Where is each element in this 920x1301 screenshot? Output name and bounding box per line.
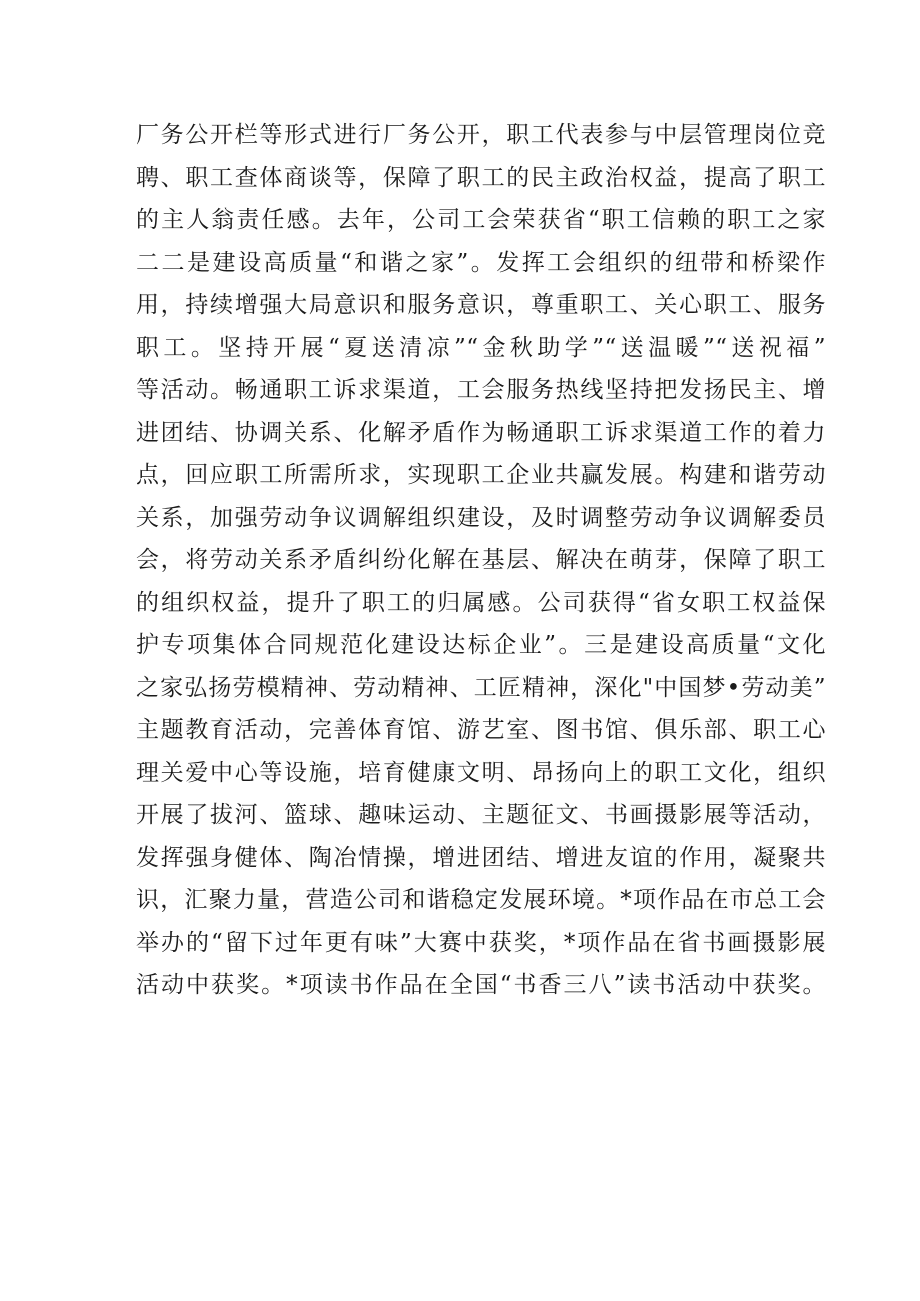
text-line: 用，持续增强大局意识和服务意识，尊重职工、关心职工、服务 — [136, 292, 826, 318]
text-line: 举办的“留下过年更有味”大赛中获奖，*项作品在省书画摄影展 — [136, 929, 826, 956]
text-line: 厂务公开栏等形式进行厂务公开，职工代表参与中层管理岗位竞 — [136, 122, 826, 148]
text-line: 之家弘扬劳模精神、劳动精神、工匠精神，深化"中国梦•劳动美” — [136, 674, 826, 701]
text-line: 二二是建设高质量“和谐之家”。发挥工会组织的纽带和桥梁作 — [136, 249, 826, 276]
text-line: 会，将劳动关系矛盾纠纷化解在基层、解决在萌芽，保障了职工 — [136, 547, 826, 573]
text-line: 护专项集体合同规范化建设达标企业”。三是建设高质量“文化 — [136, 632, 826, 658]
text-line: 理关爱中心等设施，培育健康文明、昂扬向上的职工文化，组织 — [136, 759, 826, 786]
text-line: 的主人翁责任感。去年，公司工会荣获省“职工信赖的职工之家 — [136, 207, 826, 233]
text-line: 开展了拔河、篮球、趣味运动、主题征文、书画摄影展等活动， — [136, 802, 826, 828]
text-line: 点，回应职工所需所求，实现职工企业共赢发展。构建和谐劳动 — [136, 462, 826, 488]
text-line: 关系，加强劳动争议调解组织建设，及时调整劳动争议调解委员 — [136, 504, 826, 531]
text-line: 的组织权益，提升了职工的归属感。公司获得“省女职工权益保 — [136, 589, 826, 616]
text-line: 活动中获奖。*项读书作品在全国“书香三八”读书活动中获奖。 — [136, 972, 826, 998]
text-line: 识，汇聚力量，营造公司和谐稳定发展环境。*项作品在市总工会 — [136, 887, 826, 913]
text-line: 主题教育活动，完善体育馆、游艺室、图书馆、俱乐部、职工心 — [136, 717, 826, 743]
text-line: 职工。坚持开展“夏送清凉”“金秋助学”“送温暖”“送祝福” — [136, 334, 826, 361]
text-line: 进团结、协调关系、化解矛盾作为畅通职工诉求渠道工作的着力 — [136, 419, 826, 446]
body-paragraph — [136, 114, 826, 1007]
text-line: 发挥强身健体、陶冶情操，增进团结、增进友谊的作用，凝聚共 — [136, 844, 826, 871]
text-line: 聘、职工查体商谈等，保障了职工的民主政治权益，提高了职工 — [136, 164, 826, 191]
text-line: 等活动。畅通职工诉求渠道，工会服务热线坚持把发扬民主、增 — [136, 377, 826, 403]
